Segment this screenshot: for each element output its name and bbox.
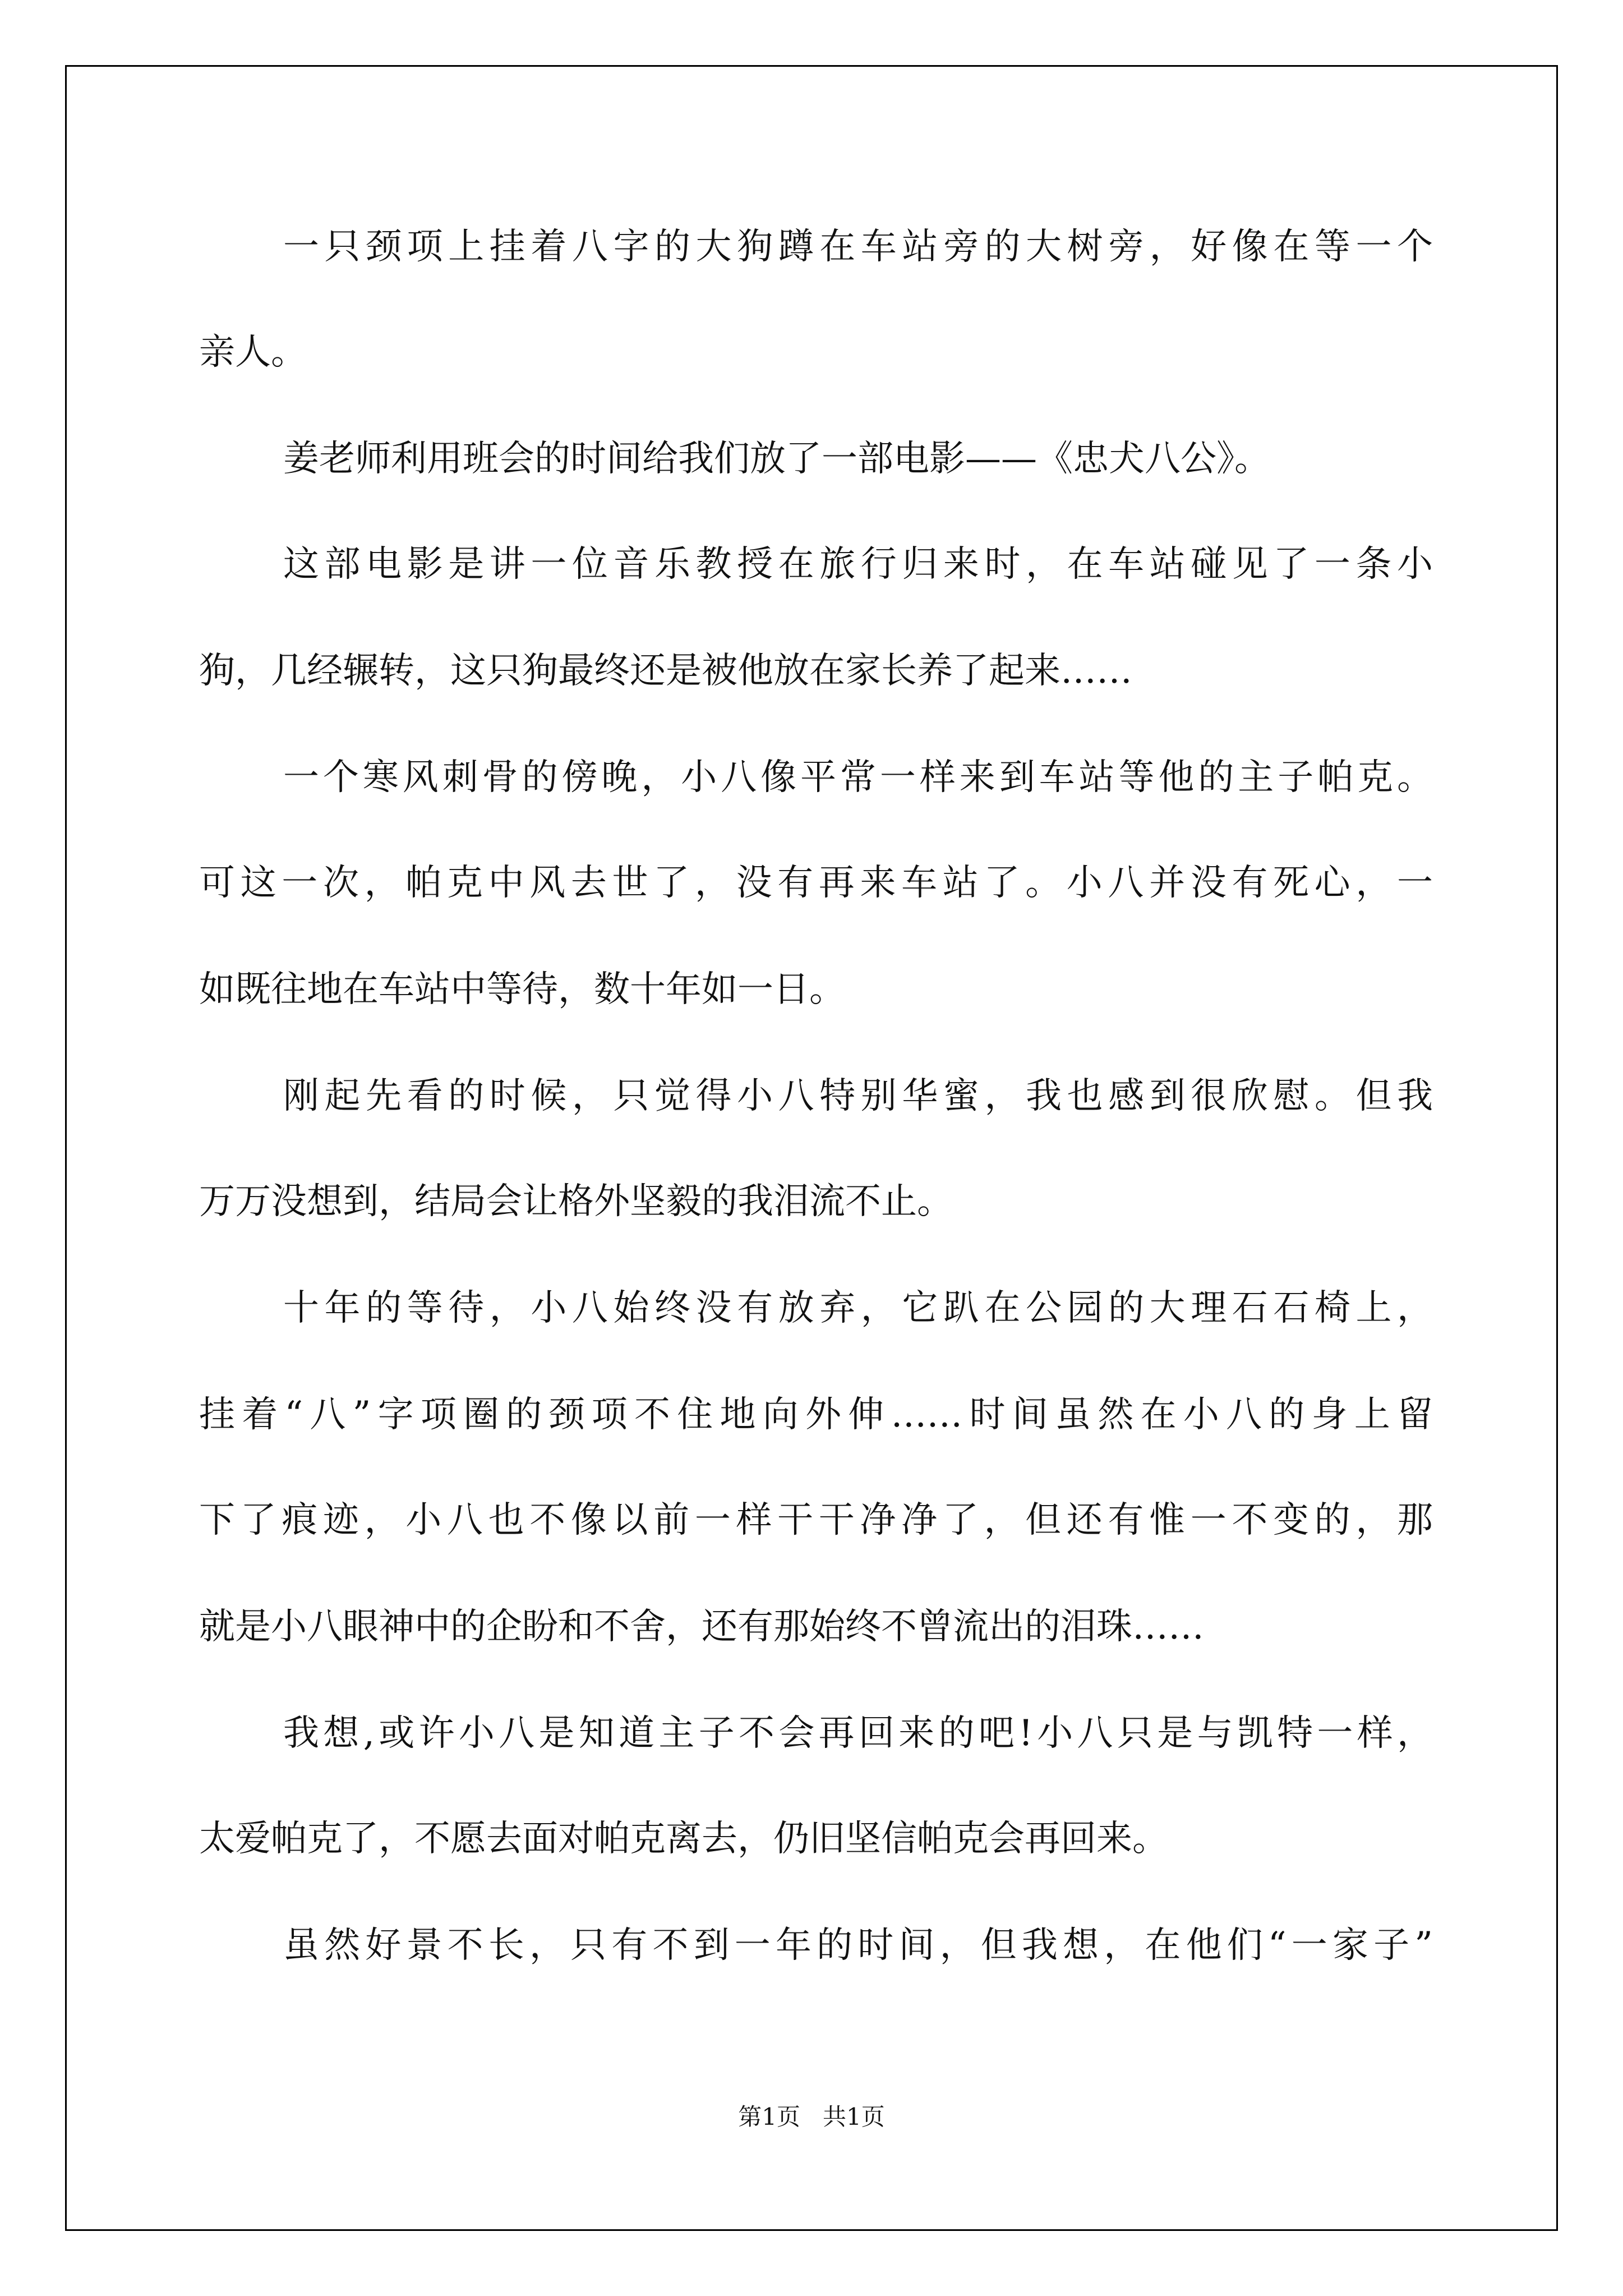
page-total: 共1页 (823, 2103, 885, 2131)
page-border (65, 65, 1558, 2231)
text-line: 亲人。 (199, 332, 307, 373)
text-line: 我想,或许小八是知道主子不会再回来的吧!小八只是与凯特一样， (283, 1713, 1433, 1754)
text-line: 狗，几经辗转，这只狗最终还是被他放在家长养了起来…… (199, 650, 1132, 692)
text-line: 如既往地在车站中等待，数十年如一日。 (199, 969, 845, 1010)
text-line: 可这一次，帕克中风去世了，没有再来车站了。小八并没有死心，一 (199, 862, 1433, 904)
text-line: 就是小八眼神中的企盼和不舍，还有那始终不曾流出的泪珠…… (199, 1606, 1204, 1648)
text-line: 姜老师利用班会的时间给我们放了一部电影——《忠犬八公》。 (283, 438, 1270, 480)
text-line: 万万没想到，结局会让格外坚毅的我泪流不止。 (199, 1181, 953, 1222)
text-line: 下了痕迹，小八也不像以前一样干干净净了，但还有惟一不变的，那 (199, 1499, 1433, 1541)
text-line: 这部电影是讲一位音乐教授在旅行归来时，在车站碰见了一条小 (283, 544, 1433, 585)
page-number: 第1页 (738, 2103, 800, 2131)
text-line: 虽然好景不长，只有不到一年的时间，但我想，在他们“一家子” (283, 1925, 1433, 1966)
text-line: 太爱帕克了，不愿去面对帕克离去，仍旧坚信帕克会再回来。 (199, 1818, 1168, 1860)
text-line: 一个寒风刺骨的傍晚，小八像平常一样来到车站等他的主子帕克。 (283, 757, 1433, 798)
text-line: 十年的等待，小八始终没有放弃，它趴在公园的大理石石椅上， (283, 1287, 1433, 1329)
page-footer (0, 2100, 1623, 2134)
text-line: 挂着“八”字项圈的颈项不住地向外伸……时间虽然在小八的身上留 (199, 1394, 1433, 1435)
text-line: 刚起先看的时候，只觉得小八特别华蜜，我也感到很欣慰。但我 (283, 1075, 1433, 1117)
text-line: 一只颈项上挂着八字的大狗蹲在车站旁的大树旁，好像在等一个 (283, 226, 1433, 268)
